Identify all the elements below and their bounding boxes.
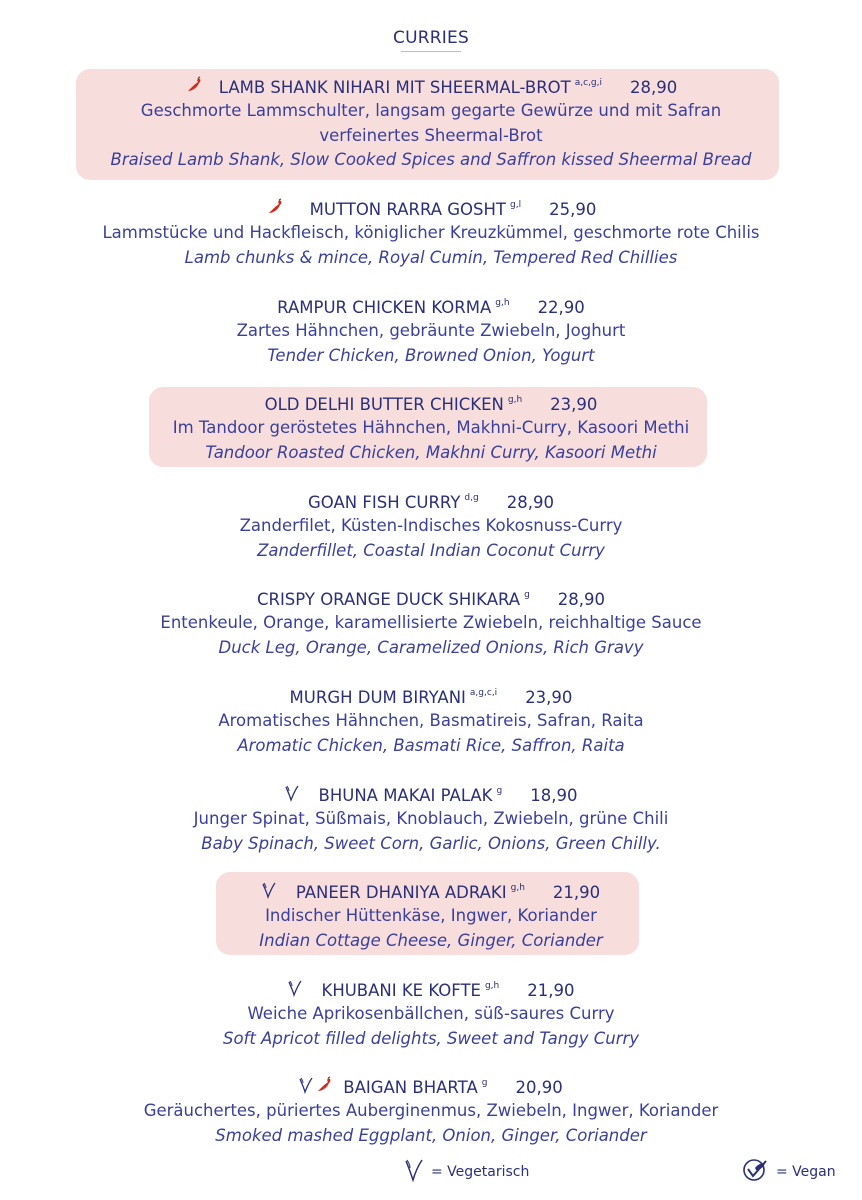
chili-icon <box>185 76 203 98</box>
item-name-row <box>0 75 862 99</box>
item-price: 28,90 <box>630 77 678 97</box>
item-description-en: Aromatic Chicken, Basmati Rice, Saffron, Raita <box>237 735 625 755</box>
item-description-en: Smoked mashed Eggplant, Onion, Ginger, Coriander <box>215 1125 647 1145</box>
item-icons <box>185 76 205 98</box>
item-allergens: g,l <box>510 200 522 210</box>
menu-item-bhuna-makai-palak <box>0 783 862 856</box>
description-line: Im Tandoor geröstetes Hähnchen, Makhni-Curry, Kasoori Methi <box>172 418 690 437</box>
menu-item-rampur-chicken-korma <box>0 295 862 368</box>
item-allergens: a,g,c,i <box>469 688 498 698</box>
item-price: 18,90 <box>530 785 578 805</box>
legend-vegetarian-label: = Vegetarisch <box>431 1164 530 1180</box>
description-line: Entenkeule, Orange, karamellisierte Zwiebeln, reichhaltige Sauce <box>160 613 702 632</box>
item-allergens: g <box>496 786 503 796</box>
item-description-de <box>0 319 862 344</box>
item-price: 28,90 <box>557 589 606 609</box>
menu-item-mutton-rarra-gosht <box>0 197 862 270</box>
item-name: BAIGAN BHARTA <box>343 1077 478 1097</box>
item-description-de <box>0 904 862 929</box>
item-description-en: Braised Lamb Shank, Slow Cooked Spices and Saffron kissed Sheermal Bread <box>110 150 752 169</box>
item-name: KHUBANI KE KOFTE <box>321 980 481 1000</box>
item-icons <box>299 1076 335 1098</box>
item-price: 25,90 <box>549 199 597 219</box>
description-line: Junger Spinat, Süßmais, Knoblauch, Zwiebeln, grüne Chili <box>193 809 669 828</box>
item-description-en: Tandoor Roasted Chicken, Makhni Curry, Kasoori Methi <box>205 442 657 462</box>
vegetarian-icon <box>288 979 302 1001</box>
item-name-row <box>0 685 862 709</box>
item-description-de <box>0 416 862 441</box>
item-description-en: Zanderfillet, Coastal Indian Coconut Curry <box>257 540 605 560</box>
item-icons <box>285 784 301 806</box>
description-line: Lammstücke und Hackfleisch, königlicher Kreuzkümmel, geschmorte rote Chilis <box>102 223 760 242</box>
item-description-de <box>0 611 862 636</box>
menu-item-goan-fish-curry <box>0 490 862 563</box>
vegetarian-icon <box>405 1158 423 1186</box>
item-name: LAMB SHANK NIHARI MIT SHEERMAL-BROT <box>218 77 571 97</box>
menu-item-old-delhi-butter-chicken <box>0 392 862 465</box>
item-allergens: g,h <box>507 395 523 405</box>
menu-item-lamb-shank-nihari <box>0 75 862 173</box>
description-line: Aromatisches Hähnchen, Basmatireis, Safran, Raita <box>218 711 644 730</box>
item-name-row <box>0 1075 862 1099</box>
item-icons <box>266 198 286 220</box>
item-description-de <box>0 1002 862 1027</box>
item-description-en: Tender Chicken, Browned Onion, Yogurt <box>267 345 595 365</box>
menu-item-crispy-orange-duck-shikara <box>0 587 862 660</box>
menu-item-khubani-ke-kofte <box>0 978 862 1051</box>
menu-item-murgh-dum-biryani <box>0 685 862 758</box>
item-description-de <box>0 709 862 734</box>
item-price: 23,90 <box>525 687 573 707</box>
item-description-de <box>0 1099 862 1124</box>
item-allergens: g,h <box>484 981 500 991</box>
description-line: Zanderfilet, Küsten-Indisches Kokosnuss-Curry <box>239 516 623 535</box>
legend-vegetarian <box>405 1158 529 1186</box>
item-name: GOAN FISH CURRY <box>308 492 461 512</box>
chili-icon <box>266 198 284 220</box>
item-name: MUTTON RARRA GOSHT <box>309 199 507 219</box>
item-description-de <box>0 514 862 539</box>
item-description-de <box>0 221 862 246</box>
item-name-row <box>0 978 862 1002</box>
description-line: Geschmorte Lammschulter, langsam gegarte Gewürze und mit Safran <box>140 101 722 120</box>
item-description-en: Baby Spinach, Sweet Corn, Garlic, Onions, Green Chilly. <box>201 833 661 853</box>
item-price: 21,90 <box>527 980 575 1000</box>
item-icons <box>288 979 304 1001</box>
item-name-row <box>0 295 862 319</box>
vegetarian-icon <box>262 881 276 903</box>
item-name-row <box>0 392 862 416</box>
item-description-de <box>0 807 862 832</box>
menu-item-paneer-dhaniya-adraki <box>0 880 862 953</box>
item-allergens: d,g <box>464 493 479 503</box>
item-name: BHUNA MAKAI PALAK <box>318 785 493 805</box>
item-description-en: Indian Cottage Cheese, Ginger, Coriander <box>259 930 603 950</box>
section-title: CURRIES <box>393 28 469 48</box>
item-name-row <box>0 783 862 807</box>
item-name-row <box>0 587 862 611</box>
item-name-row <box>0 880 862 904</box>
item-price: 21,90 <box>552 882 601 902</box>
description-line: verfeinertes Sheermal-Brot <box>319 125 543 145</box>
item-description-en: Lamb chunks & mince, Royal Cumin, Tempered Red Chillies <box>184 247 678 267</box>
item-name: CRISPY ORANGE DUCK SHIKARA <box>256 589 521 609</box>
description-line: Geräuchertes, püriertes Auberginenmus, Zwiebeln, Ingwer, Koriander <box>143 1101 719 1120</box>
item-description-de <box>0 99 862 148</box>
item-name-row <box>0 490 862 514</box>
item-allergens: g <box>524 590 530 600</box>
chili-icon <box>315 1076 333 1098</box>
item-allergens: a,c,g,i <box>574 78 602 88</box>
description-line: Indischer Hüttenkäse, Ingwer, Koriander <box>265 906 597 925</box>
item-price: 22,90 <box>537 297 585 317</box>
description-line: Weiche Aprikosenbällchen, süß-saures Curry <box>247 1004 615 1023</box>
item-name: OLD DELHI BUTTER CHICKEN <box>264 394 504 414</box>
item-price: 23,90 <box>550 394 598 414</box>
vegetarian-icon <box>285 784 299 806</box>
legend-vegan <box>742 1158 836 1186</box>
item-name: RAMPUR CHICKEN KORMA <box>277 297 492 317</box>
menu-item-baigan-bharta <box>0 1075 862 1148</box>
vegan-icon <box>742 1158 768 1186</box>
item-description-en: Soft Apricot filled delights, Sweet and Tangy Curry <box>222 1028 640 1048</box>
item-name: PANEER DHANIYA ADRAKI <box>295 882 507 902</box>
item-allergens: g,h <box>495 298 510 308</box>
item-description-en: Duck Leg, Orange, Caramelized Onions, Rich Gravy <box>218 637 644 657</box>
item-name: MURGH DUM BIRYANI <box>289 687 466 707</box>
item-name-row <box>0 197 862 221</box>
section-title-underline <box>401 51 461 52</box>
item-icons <box>262 881 278 903</box>
description-line: Zartes Hähnchen, gebräunte Zwiebeln, Joghurt <box>236 321 626 340</box>
item-price: 20,90 <box>515 1077 563 1097</box>
item-price: 28,90 <box>506 492 554 512</box>
legend-vegan-label: = Vegan <box>776 1164 836 1180</box>
item-allergens: g,h <box>510 883 525 893</box>
vegetarian-icon <box>299 1076 313 1098</box>
item-allergens: g <box>481 1078 488 1088</box>
